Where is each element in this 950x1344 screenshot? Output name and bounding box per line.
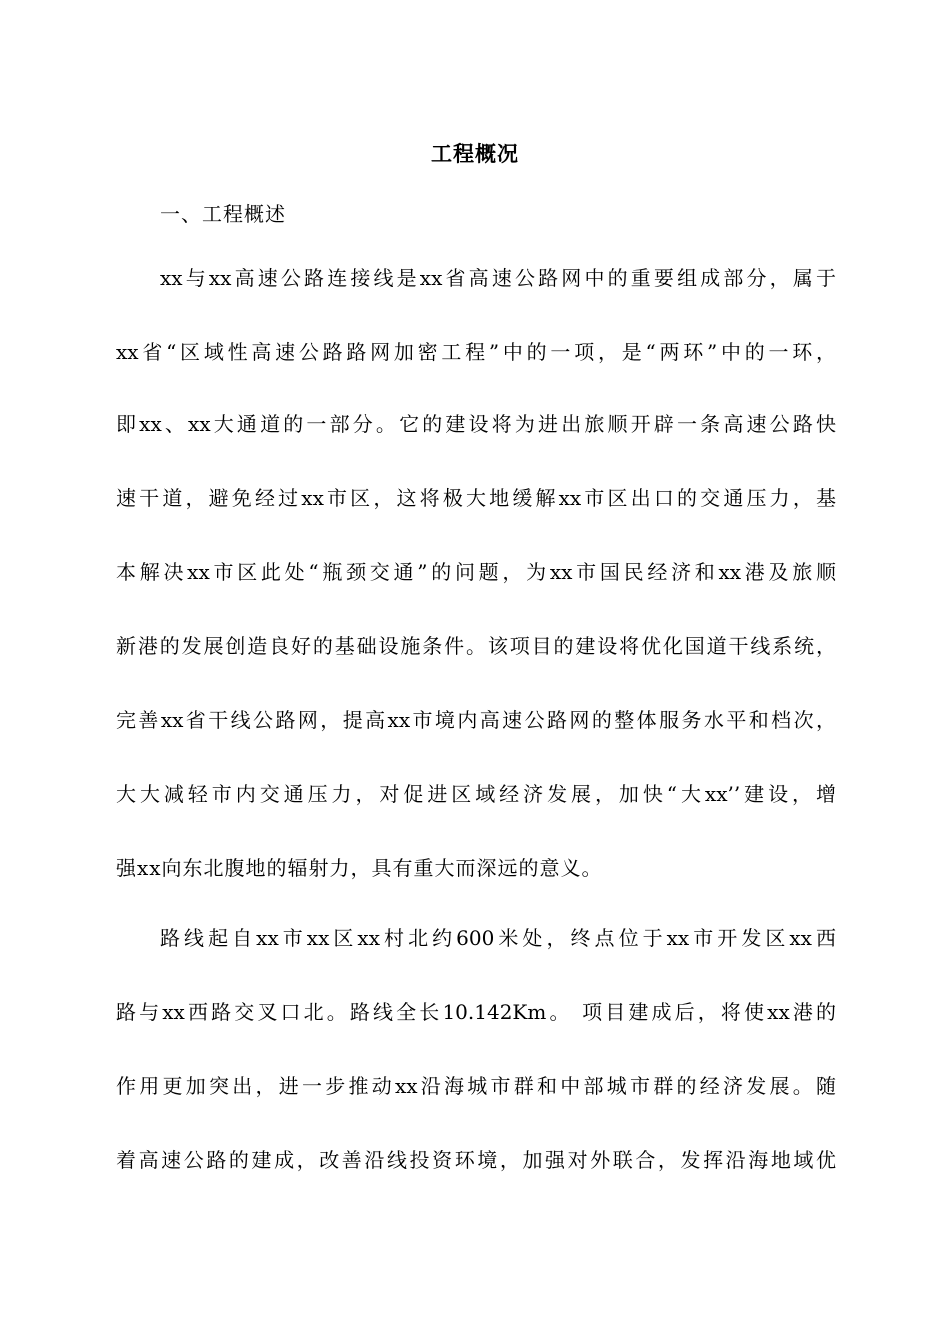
paragraph-1-line-6: 新港的发展创造良好的基础设施条件。该项目的建设将优化国道干线系统， [116,634,836,658]
paragraph-1-line-1: xx与xx高速公路连接线是xx省高速公路网中的重要组成部分，属于 [160,266,836,290]
section-heading: 一、工程概述 [160,202,286,226]
paragraph-1-line-3: 即xx、xx大通道的一部分。它的建设将为进出旅顺开辟一条高速公路快 [116,412,836,436]
paragraph-1-line-7: 完善xx省干线公路网，提高xx市境内高速公路网的整体服务水平和档次， [116,708,836,732]
paragraph-1-line-5: 本解决xx市区此处“瓶颈交通”的问题，为xx市国民经济和xx港及旅顺 [116,560,836,584]
document-title: 工程概况 [431,141,519,166]
paragraph-2-line-1: 路线起自xx市xx区xx村北约600米处，终点位于xx市开发区xx西 [160,926,836,950]
paragraph-1-line-9: 强xx向东北腹地的辐射力，具有重大而深远的意义。 [116,856,603,880]
paragraph-1-line-2: xx省“区域性高速公路路网加密工程”中的一项，是“两环”中的一环， [116,340,836,364]
paragraph-2-line-3: 作用更加突出，进一步推动xx沿海城市群和中部城市群的经济发展。随 [116,1074,836,1098]
paragraph-2-line-2: 路与xx西路交叉口北。路线全长10.142Km。 项目建成后，将使xx港的 [116,1000,836,1024]
paragraph-1-line-8: 大大减轻市内交通压力，对促进区域经济发展，加快“大xx’’建设，增 [116,782,836,806]
paragraph-2-line-4: 着高速公路的建成，改善沿线投资环境，加强对外联合，发挥沿海地域优 [116,1148,836,1172]
paragraph-1-line-4: 速干道，避免经过xx市区，这将极大地缓解xx市区出口的交通压力，基 [116,486,836,510]
